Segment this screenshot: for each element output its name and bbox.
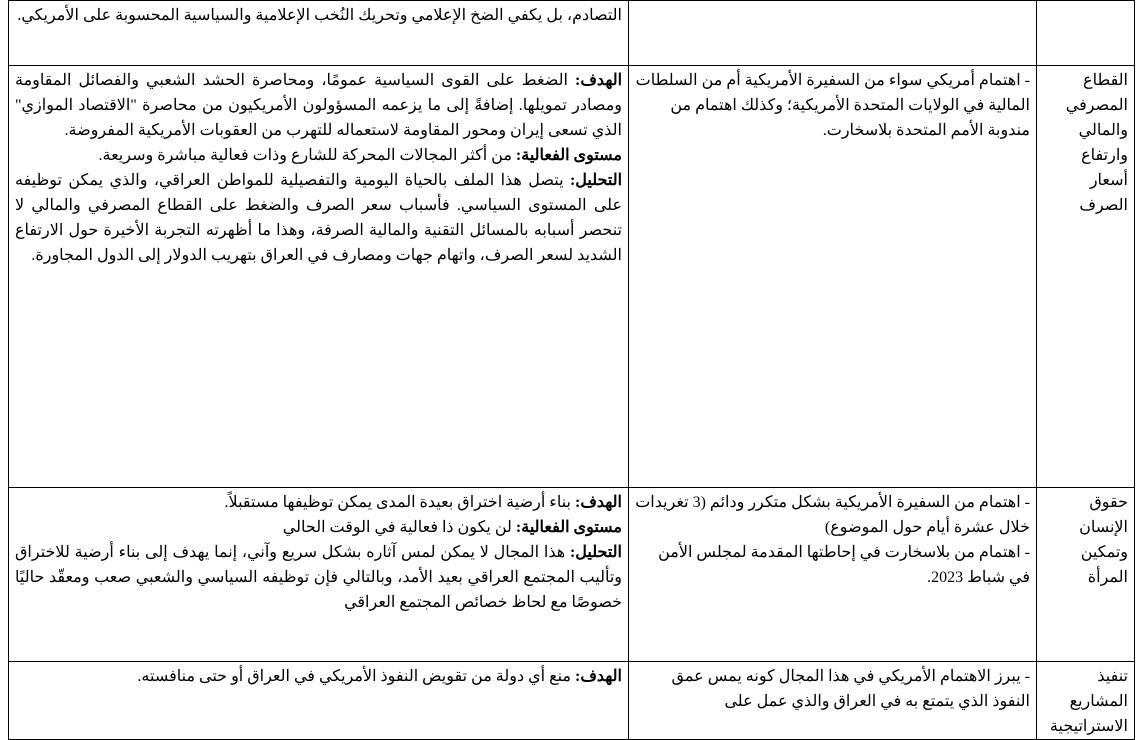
indicators-cell — [629, 1, 1037, 66]
topic-cell: القطاع المصرفي والمالي وارتفاع أسعار الصرف — [1037, 66, 1135, 488]
indicator-item: - اهتمام من السفيرة الأمريكية بشكل متكرر ودائم (3 تغريدات خلال عشرة أيام حول الموضوع) — [635, 494, 1030, 536]
effectiveness-label: مستوى الفعالية: — [515, 147, 622, 164]
effectiveness-text: لن يكون ذا فعالية في الوقت الحالي — [282, 519, 512, 536]
goal-label: الهدف: — [575, 72, 623, 89]
analysis-table — [8, 0, 1135, 740]
goal-text: الضغط على القوى السياسية عمومًا، ومحاصرة الحشد الشعبي والفصائل المقاومة ومصادر تمويلها. إضافةً إلى ما يزعمه المسؤولون الأمريكيون من محاصرة "الاقتصاد الموازي" الذي تسعى إيران ومحور المقاومة لاستعماله للتهرب من العقوبات الأمريكية المفروضة. — [15, 72, 622, 139]
goal-label: الهدف: — [574, 494, 622, 511]
indicators-cell — [629, 488, 1037, 662]
analysis-cell — [9, 488, 629, 662]
analysis-label: التحليل: — [569, 544, 622, 561]
table-row — [9, 66, 1135, 488]
goal-paragraph — [15, 68, 622, 143]
goal-text: بناء أرضية اختراق بعيدة المدى يمكن توظيفها مستقبلاً. — [224, 494, 571, 511]
effectiveness-label: مستوى الفعالية: — [515, 519, 622, 536]
analysis-text: التصادم، بل يكفي الضخ الإعلامي وتحريك النُخب الإعلامية والسياسية المحسوبة على الأمريكي. — [17, 7, 622, 24]
table-row — [9, 1, 1135, 66]
indicator-item: - اهتمام من بلاسخارت في إحاطتها المقدمة لمجلس الأمن في شباط 2023. — [658, 544, 1030, 586]
indicator-item: - اهتمام أمريكي سواء من السفيرة الأمريكية أم من السلطات المالية في الولايات المتحدة الأمريكية؛ وكذلك اهتمام من مندوبة الأمم المتحدة بلاسخارت. — [635, 72, 1030, 139]
table-row — [9, 662, 1135, 740]
indicator-item: - يبرز الاهتمام الأمريكي في هذا المجال كونه يمس عمق النفوذ الذي يتمتع به في العراق والذي عمل على — [671, 668, 1030, 710]
analysis-paragraph — [15, 540, 622, 615]
table-row — [9, 488, 1135, 662]
topic-cell — [1037, 1, 1135, 66]
effectiveness-text: من أكثر المجالات المحركة للشارع وذات فعالية مباشرة وسريعة. — [98, 147, 512, 164]
analysis-paragraph — [15, 168, 622, 268]
effectiveness-paragraph — [15, 515, 622, 540]
analysis-cell — [9, 66, 629, 488]
topic-cell: حقوق الإنسان وتمكين المرأة — [1037, 488, 1135, 662]
analysis-label: التحليل: — [569, 172, 623, 189]
goal-paragraph — [15, 490, 622, 515]
goal-paragraph — [15, 664, 622, 689]
goal-text: منع أي دولة من تقويض النفوذ الأمريكي في العراق أو حتى منافسته. — [137, 668, 571, 685]
topic-cell: تنفيذ المشاريع الاستراتيجية — [1037, 662, 1135, 740]
analysis-cell — [9, 1, 629, 66]
indicators-cell — [629, 662, 1037, 740]
goal-label: الهدف: — [574, 668, 622, 685]
analysis-text: هذا المجال لا يمكن لمس آثاره بشكل سريع وآني، إنما يهدف إلى بناء أرضية للاختراق وتأليب المجتمع العراقي بعيد الأمد، وبالتالي فإن توظيفه السياسي والشعبي صعب ومعقّد حاليًا خصوصًا مع لحاظ خصائص المجتمع العراقي — [15, 544, 622, 611]
analysis-cell — [9, 662, 629, 740]
effectiveness-paragraph — [15, 143, 622, 168]
indicators-cell — [629, 66, 1037, 488]
analysis-text: يتصل هذا الملف بالحياة اليومية والتفصيلية للمواطن العراقي، والذي يمكن توظيفه على المستوى السياسي. فأسباب سعر الصرف والضغط على القطاع المصرفي والمالي لا تنحصر أسبابه بالمسائل التقنية والمالية الصرفة، وهذا ما أظهرته التجربة الأخيرة حول الارتفاع الشديد لسعر الصرف، واتهام جهات ومصارف في العراق بتهريب الدولار إلى الدول المجاورة. — [15, 172, 622, 264]
